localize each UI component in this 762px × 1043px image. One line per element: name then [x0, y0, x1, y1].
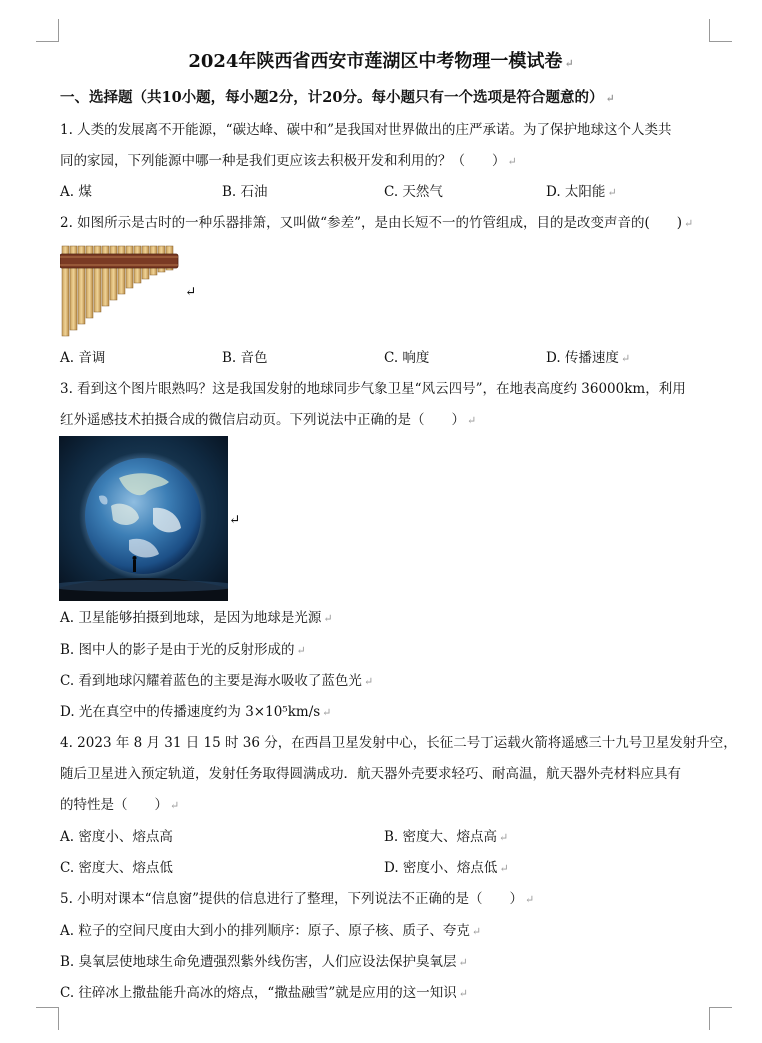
crop-mark-bottom-right — [709, 1007, 732, 1030]
paragraph-mark: ↵ — [323, 612, 333, 625]
crop-mark-top-left — [36, 19, 59, 42]
q3-option-d: D. 光在真空中的传播速度约为 3×10⁵km/s ↵ — [60, 704, 332, 720]
q1-option-d: D. 太阳能 ↵ — [546, 184, 617, 200]
q3-option-b: B. 图中人的影子是由于光的反射形成的 ↵ — [60, 642, 306, 658]
earth-from-space-image — [59, 436, 228, 601]
paragraph-mark: ↵ — [458, 956, 468, 969]
question-4-line-3: 的特性是（ ） ↵ — [60, 797, 180, 813]
q2-option-b: B. 音色 — [222, 350, 268, 366]
paragraph-mark: ↵ — [458, 987, 468, 1000]
question-4-line-2: 随后卫星进入预定轨道，发射任务取得圆满成功．航天器外壳要求轻巧、耐高温，航天器外壳材料应具有 — [60, 766, 681, 782]
question-1-line-1: 1. 人类的发展离不开能源，“碳达峰、碳中和”是我国对世界做出的庄严承诺。为了保护地球这个人类共 — [60, 122, 672, 138]
document-title: 2024年陕西省西安市莲湖区中考物理一模试卷 ↵ — [188, 51, 574, 72]
q2-option-d: D. 传播速度 ↵ — [546, 350, 631, 366]
paragraph-mark: ↵ — [185, 284, 197, 300]
paragraph-mark: ↵ — [296, 644, 306, 657]
question-2-line-1: 2. 如图所示是古时的一种乐器排箫，又叫做“参差”，是由长短不一的竹管组成，目的是改变声音的( ) ↵ — [60, 215, 694, 231]
paragraph-mark: ↵ — [467, 414, 477, 427]
paragraph-mark: ↵ — [524, 893, 535, 906]
paragraph-mark: ↵ — [322, 706, 332, 719]
q4-option-a: A. 密度小、熔点高 — [60, 829, 173, 845]
q2-option-c: C. 响度 — [384, 350, 430, 366]
q3-option-c: C. 看到地球闪耀着蓝色的主要是海水吸收了蓝色光 ↵ — [60, 673, 374, 689]
paragraph-mark: ↵ — [499, 862, 509, 875]
q5-option-b: B. 臭氧层使地球生命免遭强烈紫外线伤害，人们应设法保护臭氧层 ↵ — [60, 954, 468, 970]
paragraph-mark: ↵ — [471, 925, 482, 938]
paragraph-mark: ↵ — [363, 675, 374, 688]
q3-option-a: A. 卫星能够拍摄到地球，是因为地球是光源 ↵ — [60, 610, 333, 626]
pan-flute-image — [60, 240, 182, 338]
q1-option-a: A. 煤 — [60, 184, 92, 200]
paragraph-mark: ↵ — [507, 155, 517, 168]
paragraph-mark: ↵ — [564, 57, 574, 70]
section-heading: 一、选择题（共10小题，每小题2分，计20分。每小题只有一个选项是符合题意的） ↵ — [60, 89, 615, 106]
q4-option-c: C. 密度大、熔点低 — [60, 860, 173, 876]
q5-option-a: A. 粒子的空间尺度由大到小的排列顺序：原子、原子核、质子、夸克 ↵ — [60, 923, 482, 939]
q5-option-c: C. 往碎冰上撒盐能升高冰的熔点，“撒盐融雪”就是应用的这一知识 ↵ — [60, 985, 468, 1001]
paragraph-mark: ↵ — [170, 799, 180, 812]
q2-option-a: A. 音调 — [60, 350, 106, 366]
crop-mark-bottom-left — [36, 1007, 59, 1030]
paragraph-mark: ↵ — [620, 352, 631, 365]
q1-option-c: C. 天然气 — [384, 184, 443, 200]
question-1-line-2: 同的家园，下列能源中哪一种是我们更应该去积极开发和利用的？（ ） ↵ — [60, 153, 517, 169]
question-3-line-2: 红外遥感技术拍摄合成的微信启动页。下列说法中正确的是（ ） ↵ — [60, 412, 477, 428]
paragraph-mark: ↵ — [499, 831, 509, 844]
question-4-line-1: 4. 2023 年 8 月 31 日 15 时 36 分，在西昌卫星发射中心，长征二号丁运载火箭将遥感三十九号卫星发射升空， — [60, 735, 737, 751]
paragraph-mark: ↵ — [605, 92, 615, 105]
crop-mark-top-right — [709, 19, 732, 42]
question-3-line-1: 3. 看到这个图片眼熟吗？这是我国发射的地球同步气象卫星“风云四号”，在地表高度约 36000km，利用 — [60, 381, 686, 397]
q1-option-b: B. 石油 — [222, 184, 268, 200]
paragraph-mark: ↵ — [607, 186, 617, 199]
q4-option-b: B. 密度大、熔点高 ↵ — [384, 829, 509, 845]
question-5-line-1: 5. 小明对课本“信息窗”提供的信息进行了整理，下列说法不正确的是（ ） ↵ — [60, 891, 535, 907]
q4-option-d: D. 密度小、熔点低 ↵ — [384, 860, 509, 876]
paragraph-mark: ↵ — [229, 512, 241, 528]
paragraph-mark: ↵ — [684, 217, 694, 230]
